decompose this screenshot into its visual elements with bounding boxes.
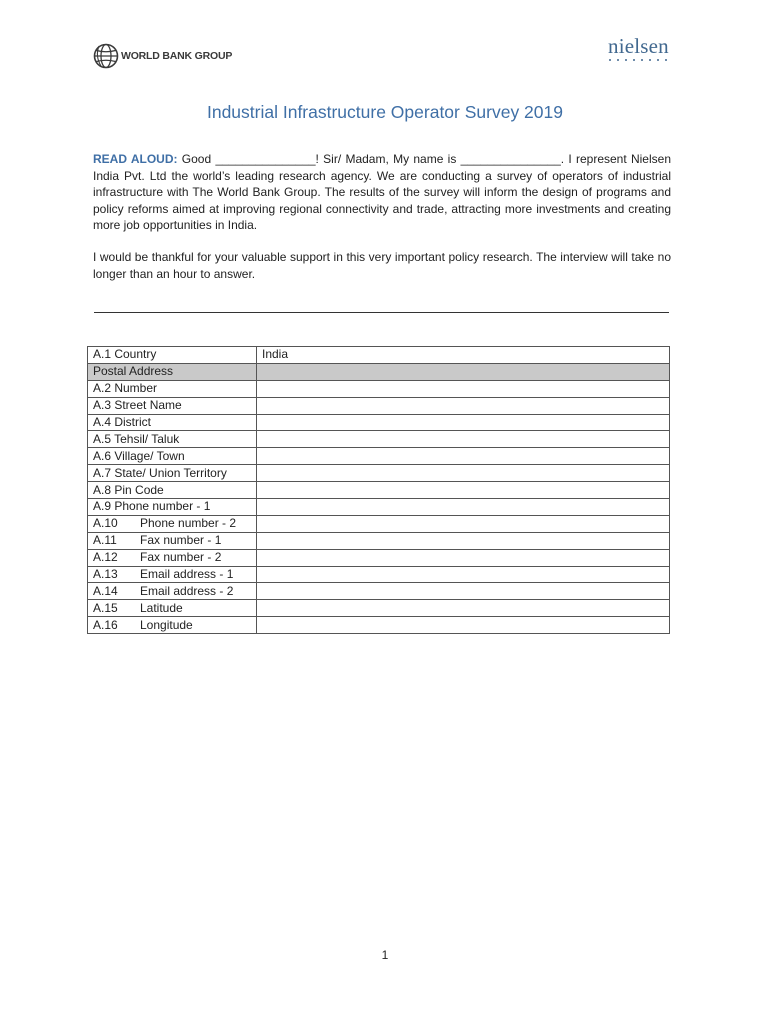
field-label-cell [88,482,257,499]
field-label: A.7 State/ Union Territory [93,465,227,480]
field-label-cell [88,617,257,634]
field-code: A.13 [93,567,118,582]
field-value-cell[interactable] [257,448,670,465]
table-row [88,515,670,532]
field-label: A.8 Pin Code [93,482,164,497]
page-number: 1 [381,948,389,962]
field-value-cell[interactable] [257,600,670,617]
field-value-cell[interactable] [257,515,670,532]
table-row [88,600,670,617]
field-label: A.4 District [93,415,152,429]
field-label: Latitude [140,600,183,615]
field-label-cell [88,515,257,532]
nielsen-logo [608,36,669,61]
field-label-cell [88,583,257,600]
field-value-cell[interactable] [257,363,670,380]
table-row [88,431,670,448]
table-row [88,566,670,583]
table-row [88,448,670,465]
table-row [88,465,670,482]
field-value-cell[interactable]: India [257,347,670,364]
field-value-cell[interactable] [257,566,670,583]
table-row [88,532,670,549]
field-label-cell [88,363,257,380]
field-value-cell[interactable] [257,397,670,414]
table-row [88,583,670,600]
field-label-cell [88,549,257,566]
table-row [88,414,670,431]
field-value-cell[interactable] [257,380,670,397]
field-value-cell[interactable] [257,414,670,431]
thanks-paragraph: I would be thankful for your valuable support in this very important policy research. The interview will take no longer than an hour to answer. [93,250,671,281]
field-label: A.9 Phone number - 1 [93,499,211,514]
field-label: A.1 Country [93,347,157,362]
field-value-cell[interactable] [257,465,670,482]
field-label-cell [88,380,257,397]
field-value-cell[interactable] [257,532,670,549]
table-row [88,617,670,634]
table-row [88,347,670,364]
table-row [88,363,670,380]
field-value-cell[interactable] [257,431,670,448]
field-code: A.15 [93,600,118,615]
table-row [88,380,670,397]
field-value-cell[interactable] [257,549,670,566]
field-code: A.12 [93,550,118,565]
nielsen-logo-text: nielsen [608,34,669,58]
field-label-cell [88,347,257,364]
field-label-cell [88,566,257,583]
read-aloud-label: READ ALOUD: [93,152,178,166]
intro-text: Good _______________! Sir/ Madam, My name is _______________. I represent Nielsen India Pvt. Ltd the world’s leading research agency. We are conducting a survey of operators of industrial infrastructure with The World Bank Group. The results of the survey will inform the design of programs and policy reforms aimed at improving regional connectivity and trade, attracting more investments and creating more job opportunities in India. [93,152,671,232]
divider-line [94,312,669,313]
field-label-cell [88,448,257,465]
page-title: Industrial Infrastructure Operator Survey 2019 [206,102,563,122]
field-label-cell [88,600,257,617]
globe-icon [93,43,119,69]
field-label: Longitude [140,617,193,632]
field-label-cell [88,414,257,431]
field-label-cell [88,397,257,414]
field-label: Phone number - 2 [140,516,237,531]
field-label-cell [88,465,257,482]
field-value-cell[interactable] [257,499,670,516]
nielsen-logo-dots [609,59,667,61]
table-row [88,482,670,499]
field-label: Fax number - 1 [140,533,222,548]
field-label: A.2 Number [93,381,158,396]
address-table [87,346,670,634]
world-bank-group-logo-text: WORLD BANK GROUP [121,50,233,62]
field-label-cell [88,499,257,516]
field-value-cell[interactable] [257,617,670,634]
field-label-cell [88,532,257,549]
table-row [88,397,670,414]
field-label: Fax number - 2 [140,550,222,565]
field-label: A.5 Tehsil/ Taluk [93,431,180,446]
field-code: A.11 [93,533,117,548]
field-label: Email address - 1 [140,567,234,582]
field-label: A.3 Street Name [93,398,182,413]
field-label: A.6 Village/ Town [93,448,185,463]
field-label-cell [88,431,257,448]
field-code: A.10 [93,516,118,531]
field-value-cell[interactable] [257,583,670,600]
field-value-cell[interactable] [257,482,670,499]
world-bank-group-logo [93,43,232,69]
field-code: A.16 [93,617,118,632]
intro-paragraph [93,151,671,234]
table-row [88,549,670,566]
field-label: Email address - 2 [140,583,234,598]
field-label: Postal Address [93,364,174,379]
field-code: A.14 [93,583,118,598]
table-row [88,499,670,516]
